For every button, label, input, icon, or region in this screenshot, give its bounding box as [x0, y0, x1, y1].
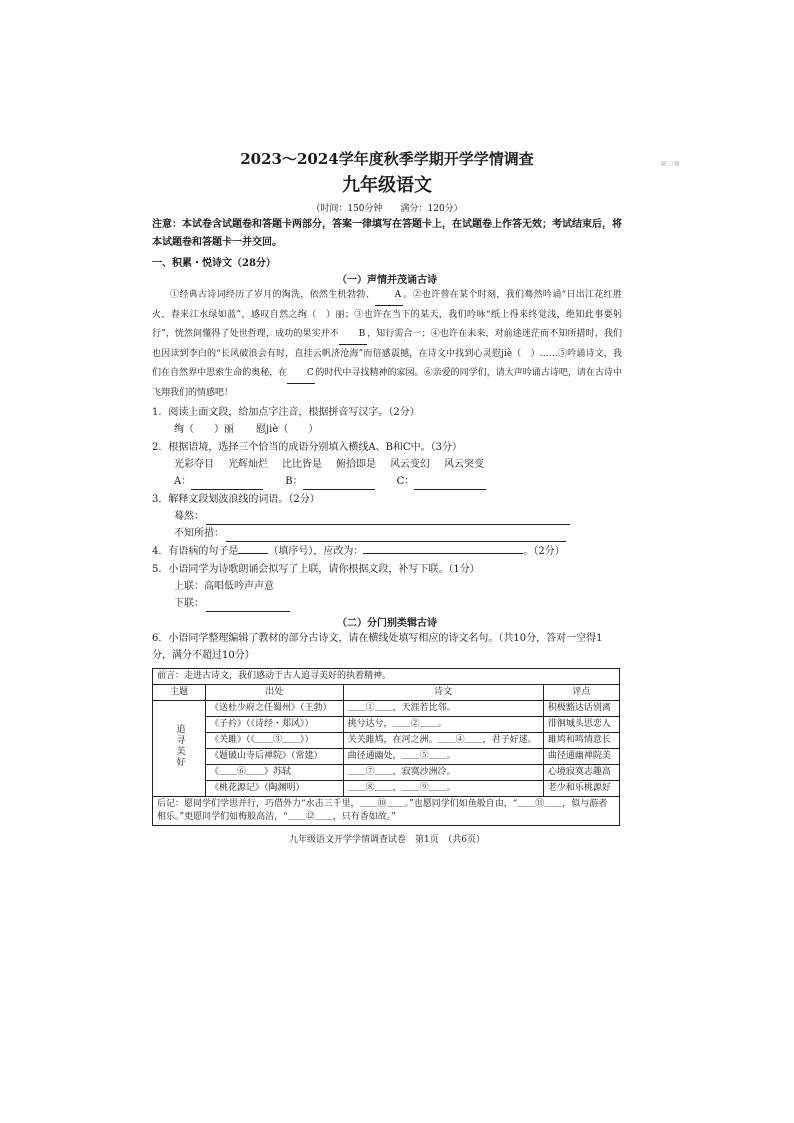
q2-label-c: C：	[396, 476, 415, 487]
q1-item-1[interactable]: 绚（ ）丽	[174, 424, 234, 435]
q2-label-b: B：	[285, 476, 303, 487]
header-theme: 主题	[153, 685, 206, 701]
q5-lower-blank[interactable]	[206, 599, 290, 612]
comment-cell: 雎鸠和鸣情意长	[543, 733, 619, 749]
source-cell: 《题破山寺后禅院》（常建）	[206, 749, 344, 765]
theme-text: 追寻美好	[174, 724, 185, 768]
idiom-option: 风云变幻	[390, 459, 430, 470]
q5-lower-field	[152, 595, 622, 612]
table-header-row	[153, 685, 620, 701]
header-source: 出处	[206, 685, 344, 701]
idiom-option: 光彩夺目	[174, 459, 214, 470]
q3-label-1: 蓦然：	[174, 511, 204, 522]
question-6: 6．小语同学整理编辑了教材的部分古诗文，请在横线处填写相应的诗文名句。（共10分，答对一空得1分，满分不超过10分）	[152, 633, 603, 661]
q3-answer-line-1[interactable]	[206, 512, 570, 525]
source-cell[interactable]: 《＿＿⑥＿＿》苏轼	[206, 765, 344, 781]
poem-cell[interactable]: ＿＿①＿＿，天涯若比邻。	[343, 701, 543, 717]
poem-cell[interactable]: 曲径通幽处，＿＿⑤＿＿。	[343, 749, 543, 765]
exam-notice: 注意：本试卷含试题卷和答题卡两部分，答案一律填写在答题卡上，在试题卷上作答无效；考试结束后，将本试题卷和答题卡一并交回。	[152, 219, 622, 248]
bleed-through-mark: ▪▫▪	[660, 158, 681, 169]
passage-part-1: ①经典古诗词经历了岁月的淘洗，依然生机勃勃、	[170, 290, 375, 300]
comment-cell: 曲径通幽禅院美	[543, 749, 619, 765]
q2-blank-c[interactable]	[414, 473, 486, 490]
q1-item-2[interactable]: 慰jiè（ ）	[256, 424, 319, 435]
exam-meta: （时间：150分钟 满分：120分）	[311, 204, 463, 214]
passage-part-3: ，知行需合一；④也许在未来，对前途迷茫而不知所措时，我们也因读到李白的“长风破浪会有时，直挂云帆济沧海”而倍感震撼，在诗文中找到心灵慰jiè（ ）……⑤吟诵诗文，我们在自然界中思索生命的奥秘，在	[152, 329, 622, 378]
idiom-option: 比比皆是	[282, 459, 322, 470]
q3-field-1	[152, 508, 622, 525]
q3-field-2	[152, 525, 622, 542]
q2-answer-row	[152, 473, 622, 490]
poem-cell[interactable]: ＿＿⑧＿＿，＿＿⑨＿＿。	[343, 781, 543, 797]
question-2: 2．根据语境，选择三个恰当的成语分别填入横线A、B和C中。（3分）	[152, 442, 462, 453]
exam-sheet	[152, 140, 622, 845]
q4-blank-correction[interactable]	[363, 553, 523, 554]
question-4	[152, 543, 622, 560]
q2-blank-a[interactable]	[191, 473, 263, 490]
blank-b[interactable]: B	[339, 325, 367, 345]
q3-answer-line-2[interactable]	[226, 529, 566, 542]
q4-text-1: 4．有语病的句子是	[152, 546, 239, 557]
reading-passage	[152, 286, 622, 403]
table-postscript[interactable]: 后记：愿同学们学思并行，巧借外力“水击三千里，＿＿⑩＿＿。”也愿同学们如鱼般自由，“＿＿⑪＿＿，似与游者相乐。”更愿同学们如梅般高洁，“＿＿⑫＿＿，只有香如故。”	[153, 797, 620, 826]
q2-blank-b[interactable]	[303, 473, 375, 490]
exam-title: 2023～2024学年度秋季学期开学学情调查	[240, 150, 534, 168]
idiom-option: 光辉灿烂	[228, 459, 268, 470]
comment-cell: 积极豁达话别离	[543, 701, 619, 717]
q4-blank-number[interactable]	[238, 553, 268, 554]
poem-cell[interactable]: 关关雎鸠，在河之洲。＿＿④＿＿，君子好逑。	[343, 733, 543, 749]
header-comment: 评点	[543, 685, 619, 701]
comment-cell: 老少和乐桃源好	[543, 781, 619, 797]
idiom-option: 风云突变	[444, 459, 484, 470]
table-row	[153, 717, 620, 733]
table-row	[153, 765, 620, 781]
source-cell: 《子衿》（《诗经・郑风》）	[206, 717, 344, 733]
exam-subject: 九年级语文	[342, 175, 432, 196]
source-cell[interactable]: 《关雎》（《＿＿③＿＿》）	[206, 733, 344, 749]
table-preface: 前言：走进古诗文，我们感动于古人追寻美好的执着精神。	[153, 669, 620, 685]
subsection-2-title: （二）分门别类辑古诗	[337, 618, 437, 629]
q4-text-3: 。（2分）	[523, 546, 565, 557]
poem-table	[152, 668, 620, 826]
q4-text-2: （填序号），应改为：	[268, 546, 364, 557]
q5-lower-label: 下联：	[174, 598, 204, 609]
passage-part-4: 的时代中寻找精神的家园。⑥亲爱的同学们，请大声吟诵古诗吧，请在古诗中飞翔我们的情感吧！	[152, 368, 622, 398]
q5-upper: 上联：高唱低吟声声意	[174, 581, 274, 592]
blank-c[interactable]: C	[287, 364, 315, 384]
source-cell: 《送杜少府之任蜀州》（王勃）	[206, 701, 344, 717]
comment-cell: 心境寂寞志趣高	[543, 765, 619, 781]
poem-cell[interactable]: 挑兮达兮，＿＿②＿＿。	[343, 717, 543, 733]
passage-part-2: 。②也许曾在某个时刻，我们蓦然吟诵“日出江花红胜火，春来江水绿如蓝”，感叹自然之绚（ ）丽；③也许在当下的某天，我们吟咏“纸上得来终觉浅，绝知此事要躬行”，恍然间懂得了处世哲理，成功的果实并不	[152, 290, 622, 339]
idiom-options	[152, 456, 622, 473]
question-3: 3．解释文段划波浪线的词语。（2分）	[152, 494, 320, 505]
source-cell: 《桃花源记》（陶渊明）	[206, 781, 344, 797]
page-footer: 九年级语文开学学情调查试卷 第1页 （共6页）	[289, 835, 485, 845]
header-poem: 诗文	[343, 685, 543, 701]
question-1: 1．阅读上面文段，给加点字注音，根据拼音写汉字。（2分）	[152, 407, 420, 418]
table-row	[153, 701, 620, 717]
subsection-1-title: （一）声情并茂诵古诗	[337, 275, 437, 286]
table-row	[153, 781, 620, 797]
q3-label-2: 不知所措：	[174, 528, 224, 539]
comment-cell: 徘徊城头思恋人	[543, 717, 619, 733]
poem-cell[interactable]: ＿＿⑦＿＿，寂寞沙洲冷。	[343, 765, 543, 781]
question-1-items	[152, 421, 622, 438]
section-1-title: 一、积累・悦诗文（28分）	[152, 258, 276, 269]
idiom-option: 俯拾即是	[336, 459, 376, 470]
blank-a[interactable]: A	[375, 286, 403, 306]
table-row	[153, 749, 620, 765]
question-5: 5．小语同学为诗歌朗诵会拟写了上联，请你根据文段，补写下联。（1分）	[152, 564, 480, 575]
q2-label-a: A：	[174, 476, 192, 487]
theme-cell	[153, 701, 206, 797]
table-row	[153, 733, 620, 749]
